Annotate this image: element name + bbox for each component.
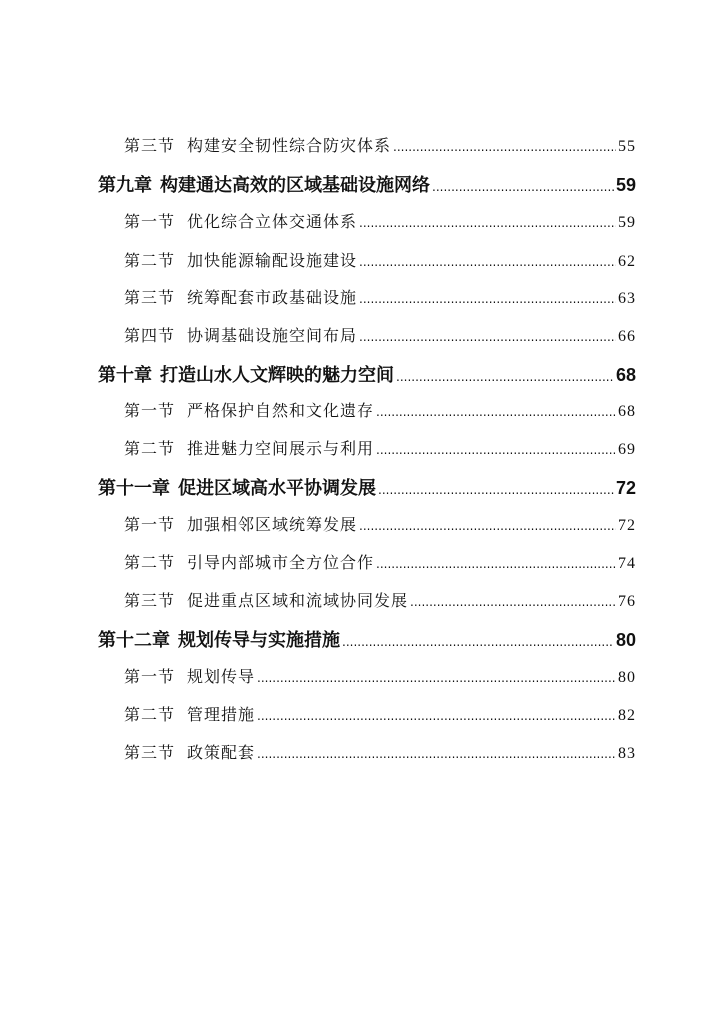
toc-section-title: 规划传导 — [187, 667, 256, 686]
toc-entry-chapter[interactable] — [98, 627, 636, 653]
toc-page-number: 76 — [618, 593, 636, 610]
toc-chapter-title: 促进区域高水平协调发展 — [178, 478, 376, 499]
toc-section-title: 政策配套 — [187, 743, 256, 762]
toc-page-number: 68 — [615, 365, 636, 385]
toc-entry-section[interactable] — [124, 249, 636, 273]
toc-section-title: 协调基础设施空间布局 — [187, 326, 358, 345]
toc-dot-leader — [342, 629, 614, 655]
toc-dot-leader — [376, 400, 616, 424]
toc-dot-leader — [410, 590, 616, 614]
toc-dot-leader — [378, 477, 614, 503]
toc-entry-section[interactable] — [124, 437, 636, 461]
toc-dot-leader — [359, 514, 616, 538]
toc-page-number: 59 — [618, 214, 636, 231]
toc-entry-section[interactable] — [124, 703, 636, 727]
toc-section-title: 加快能源输配设施建设 — [187, 251, 358, 270]
toc-page-number: 62 — [618, 253, 636, 270]
toc-section-number: 第一节 — [124, 212, 176, 231]
toc-entry-section[interactable] — [124, 551, 636, 575]
toc-section-number: 第三节 — [124, 288, 176, 307]
toc-section-number: 第一节 — [124, 401, 176, 420]
toc-section-number: 第二节 — [124, 251, 176, 270]
toc-entry-section[interactable] — [124, 589, 636, 613]
toc-chapter-number: 第十章 — [98, 365, 152, 386]
toc-chapter-title: 打造山水人文辉映的魅力空间 — [160, 365, 394, 386]
toc-section-number: 第三节 — [124, 136, 176, 155]
toc-section-number: 第二节 — [124, 553, 176, 572]
toc-page-number: 80 — [618, 669, 636, 686]
toc-page-number: 69 — [618, 441, 636, 458]
toc-dot-leader — [376, 552, 616, 576]
toc-section-title: 推进魅力空间展示与利用 — [187, 439, 375, 458]
toc-section-title: 加强相邻区域统筹发展 — [187, 515, 358, 534]
toc-chapter-number: 第十二章 — [98, 630, 170, 651]
toc-dot-leader — [257, 666, 616, 690]
toc-page-number: 68 — [618, 403, 636, 420]
toc-section-number: 第一节 — [124, 515, 176, 534]
toc-page-number: 80 — [615, 630, 636, 650]
toc-dot-leader — [359, 325, 616, 349]
toc-dot-leader — [257, 704, 616, 728]
toc-page-number: 72 — [615, 478, 636, 498]
toc-section-title: 管理措施 — [187, 705, 256, 724]
toc-entry-chapter[interactable] — [98, 172, 636, 198]
toc-section-title: 优化综合立体交通体系 — [187, 212, 358, 231]
toc-section-title: 统筹配套市政基础设施 — [187, 288, 358, 307]
toc-page-number: 66 — [618, 328, 636, 345]
toc-dot-leader — [359, 211, 616, 235]
toc-entry-section[interactable] — [124, 324, 636, 348]
toc-dot-leader — [359, 287, 616, 311]
toc-section-number: 第二节 — [124, 705, 176, 724]
toc-dot-leader — [393, 135, 616, 159]
toc-entry-section[interactable] — [124, 134, 636, 158]
toc-page-number: 82 — [618, 707, 636, 724]
toc-page-number: 74 — [618, 555, 636, 572]
toc-entry-section[interactable] — [124, 513, 636, 537]
toc-section-title: 引导内部城市全方位合作 — [187, 553, 375, 572]
toc-entry-section[interactable] — [124, 286, 636, 310]
toc-section-title: 严格保护自然和文化遗存 — [187, 401, 375, 420]
toc-entry-section[interactable] — [124, 210, 636, 234]
toc-dot-leader — [359, 250, 616, 274]
toc-section-number: 第一节 — [124, 667, 176, 686]
toc-dot-leader — [396, 364, 614, 390]
toc-section-number: 第三节 — [124, 591, 176, 610]
toc-entry-section[interactable] — [124, 665, 636, 689]
toc-dot-leader — [376, 438, 616, 462]
toc-dot-leader — [257, 742, 616, 766]
toc-section-number: 第四节 — [124, 326, 176, 345]
toc-page-number: 59 — [615, 175, 636, 195]
toc-entry-chapter[interactable] — [98, 475, 636, 501]
toc-entry-section[interactable] — [124, 741, 636, 765]
toc-section-title: 构建安全韧性综合防灾体系 — [187, 136, 392, 155]
toc-section-title: 促进重点区域和流域协同发展 — [187, 591, 409, 610]
toc-page-number: 55 — [618, 138, 636, 155]
toc-chapter-title: 规划传导与实施措施 — [178, 630, 340, 651]
toc-section-number: 第三节 — [124, 743, 176, 762]
toc-dot-leader — [432, 174, 614, 200]
toc-chapter-title: 构建通达高效的区域基础设施网络 — [160, 175, 430, 196]
toc-chapter-number: 第九章 — [98, 175, 152, 196]
toc-page-number: 72 — [618, 517, 636, 534]
toc-page-number: 83 — [618, 745, 636, 762]
toc-entry-chapter[interactable] — [98, 362, 636, 388]
toc-chapter-number: 第十一章 — [98, 478, 170, 499]
toc-page-number: 63 — [618, 290, 636, 307]
toc-entry-section[interactable] — [124, 399, 636, 423]
toc-section-number: 第二节 — [124, 439, 176, 458]
